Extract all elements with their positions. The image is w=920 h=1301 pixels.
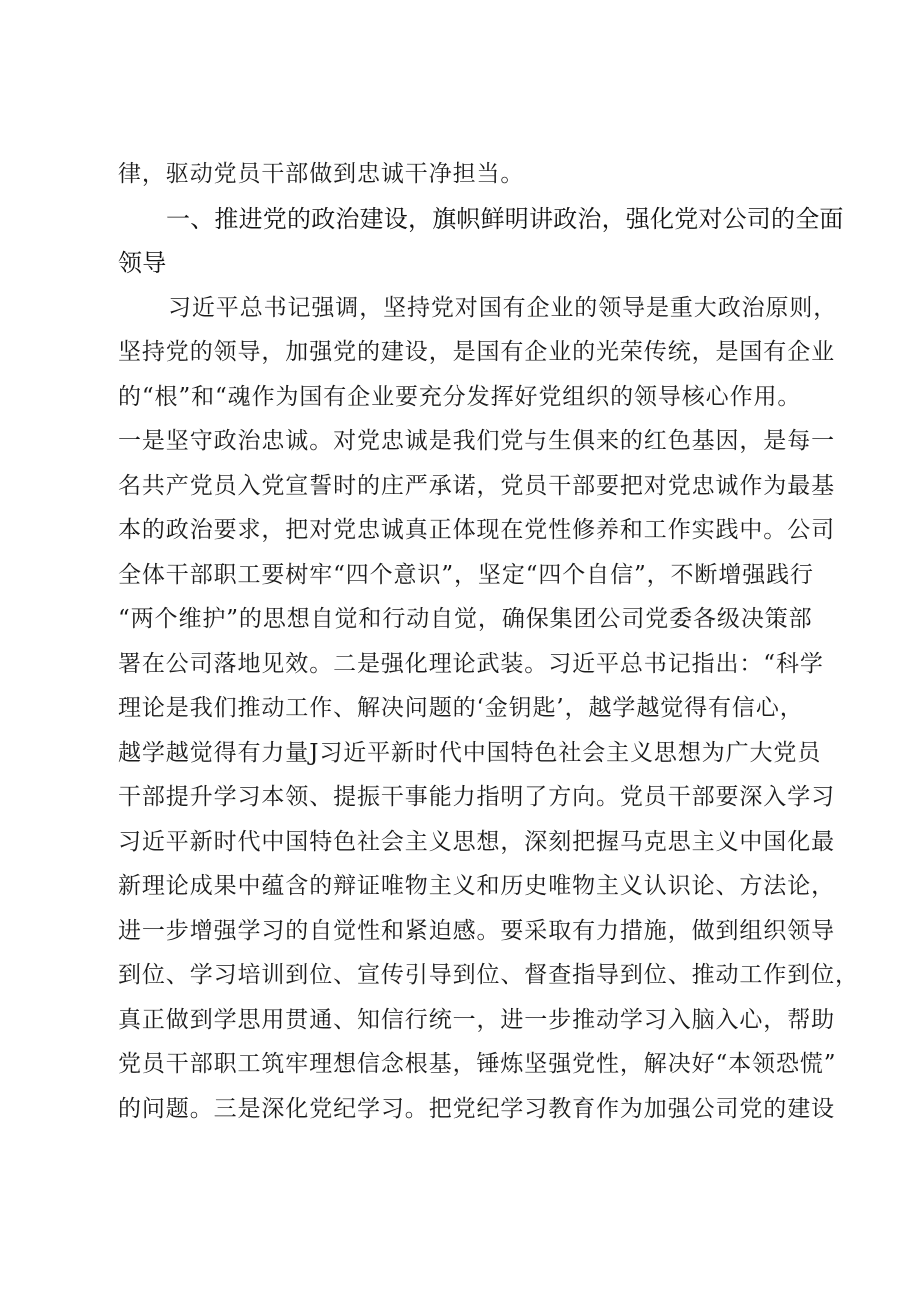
paragraph-line: 律，驱动党员干部做到忠诚干净担当。: [118, 161, 525, 187]
paragraph-line: 进一步增强学习的自觉性和紧迫感。要采取有力措施，做到组织领导: [118, 917, 835, 944]
paragraph-line: 新理论成果中蕴含的辩证唯物主义和历史唯物主义认识论、方法论，: [118, 873, 835, 899]
paragraph-line: 名共产党员入党宣誓时的庄严承诺，党员干部要把对党忠诚作为最基: [118, 472, 835, 499]
paragraph-line: 党员干部职工筑牢理想信念根基，锤炼坚强党性，解决好“本领恐慌”: [118, 1051, 837, 1077]
paragraph-line: 的“根”和“魂作为国有企业要充分发挥好党组织的领导核心作用。: [118, 383, 802, 410]
paragraph-line: 干部提升学习本领、提振干事能力指明了方向。党员干部要深入学习: [118, 784, 835, 810]
paragraph-line: 习近平总书记强调，坚持党对国有企业的领导是重大政治原则，: [168, 294, 838, 321]
paragraph-line: 理论是我们推动工作、解决问题的‘金钥匙’，越学越觉得有信心，: [118, 695, 804, 721]
paragraph-line: 越学越觉得有力量J习近平新时代中国特色社会主义思想为广大党员: [118, 739, 822, 766]
paragraph-line: 坚持党的领导，加强党的建设，是国有企业的光荣传统，是国有企业: [118, 339, 835, 365]
paragraph-line: 全体干部职工要树牢“四个意识”，坚定“四个自信”，不断增强践行: [118, 561, 814, 588]
paragraph-line: 本的政治要求，把对党忠诚真正体现在党性修养和工作实践中。公司: [118, 517, 835, 543]
section-heading-line: 领导: [118, 249, 167, 277]
paragraph-line: 署在公司落地见效。二是强化理论武装。习近平总书记指出：“科学: [118, 650, 824, 677]
paragraph-line: 一是坚守政治忠诚。对党忠诚是我们党与生俱来的红色基因，是每一: [118, 428, 835, 454]
document-body: [118, 152, 859, 1131]
paragraph-line: 到位、学习培训到位、宣传引导到位、督查指导到位、推动工作到位，: [118, 962, 859, 988]
paragraph-line: 习近平新时代中国特色社会主义思想，深刻把握马克思主义中国化最: [118, 828, 835, 855]
section-heading-line: 一、推进党的政治建设，旗帜鲜明讲政治，强化党对公司的全面: [166, 204, 844, 233]
paragraph-line: 真正做到学思用贯通、知信行统一，进一步推动学习入脑入心，帮助: [118, 1006, 835, 1033]
paragraph-line: “两个维护”的思想自觉和行动自觉，确保集团公司党委各级决策部: [118, 606, 813, 632]
paragraph-line: 的问题。三是深化党纪学习。把党纪学习教育作为加强公司党的建设: [118, 1095, 835, 1122]
